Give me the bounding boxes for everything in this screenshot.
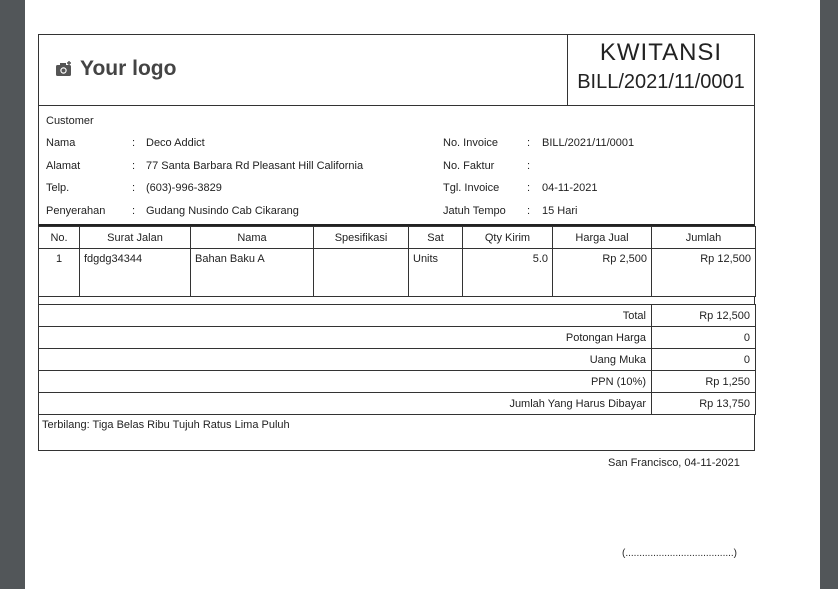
invoice-field-value: 15 Hari [542, 205, 578, 217]
column-header: Harga Jual [553, 227, 652, 249]
customer-field-label: Alamat [46, 160, 81, 172]
customer-field-label: Nama [46, 137, 76, 149]
summary-row [39, 305, 756, 327]
customer-field-label: Penyerahan [46, 205, 106, 217]
document-title: KWITANSI [599, 39, 723, 66]
summary-table [38, 304, 756, 415]
invoice-field-value: BILL/2021/11/0001 [542, 137, 635, 149]
summary-value: Rp 13,750 [652, 393, 756, 415]
separator: : [527, 205, 531, 217]
table-cell: Units [409, 249, 463, 297]
items-table [38, 226, 756, 297]
separator: : [527, 160, 531, 172]
summary-row [39, 371, 756, 393]
table-cell: 5.0 [463, 249, 553, 297]
table-row [39, 249, 756, 297]
customer-label: Customer [46, 115, 94, 127]
table-cell: Rp 2,500 [553, 249, 652, 297]
customer-section [38, 106, 755, 226]
separator: : [132, 160, 136, 172]
summary-value: 0 [652, 349, 756, 371]
summary-value: 0 [652, 327, 756, 349]
summary-label: Jumlah Yang Harus Dibayar [39, 393, 652, 415]
summary-row [39, 393, 756, 415]
column-header: Qty Kirim [463, 227, 553, 249]
table-cell: fdgdg34344 [80, 249, 191, 297]
signature-line: (.......................................) [622, 548, 738, 559]
table-cell: 1 [39, 249, 80, 297]
receipt-document [38, 34, 755, 451]
bill-number: BILL/2021/11/0001 [577, 71, 745, 93]
camera-icon [55, 61, 73, 77]
table-cell [314, 249, 409, 297]
summary-label: Uang Muka [39, 349, 652, 371]
table-cell: Bahan Baku A [191, 249, 314, 297]
customer-field-value: 77 Santa Barbara Rd Pleasant Hill California [146, 160, 364, 172]
place-date: San Francisco, 04-11-2021 [608, 457, 740, 469]
separator: : [527, 182, 531, 194]
summary-label: Total [39, 305, 652, 327]
table-header-row [39, 227, 756, 249]
viewer-background [820, 0, 838, 589]
spacer [38, 297, 755, 304]
invoice-field-label: Jatuh Tempo [443, 205, 506, 217]
amount-in-words: Terbilang: Tiga Belas Ribu Tujuh Ratus Lima Puluh [38, 415, 755, 451]
logo-text: Your logo [80, 57, 177, 80]
customer-field-value: (603)-996-3829 [146, 182, 222, 194]
column-header: No. [39, 227, 80, 249]
invoice-field-value: 04-11-2021 [542, 182, 598, 194]
column-header: Surat Jalan [80, 227, 191, 249]
column-header: Jumlah [652, 227, 756, 249]
invoice-field-label: Tgl. Invoice [443, 182, 500, 194]
column-header: Sat [409, 227, 463, 249]
separator: : [132, 205, 136, 217]
customer-field-value: Deco Addict [146, 137, 205, 149]
receipt-header [38, 34, 755, 106]
separator: : [132, 182, 136, 194]
separator: : [132, 137, 136, 149]
table-cell: Rp 12,500 [652, 249, 756, 297]
summary-label: Potongan Harga [39, 327, 652, 349]
customer-field-label: Telp. [46, 182, 70, 194]
summary-row [39, 349, 756, 371]
separator: : [527, 137, 531, 149]
invoice-field-label: No. Invoice [443, 137, 499, 149]
invoice-field-label: No. Faktur [443, 160, 495, 172]
summary-value: Rp 12,500 [652, 305, 756, 327]
title-box [567, 35, 754, 105]
company-logo [55, 57, 176, 81]
column-header: Spesifikasi [314, 227, 409, 249]
summary-value: Rp 1,250 [652, 371, 756, 393]
column-header: Nama [191, 227, 314, 249]
customer-field-value: Gudang Nusindo Cab Cikarang [146, 205, 299, 217]
summary-label: PPN (10%) [39, 371, 652, 393]
summary-row [39, 327, 756, 349]
